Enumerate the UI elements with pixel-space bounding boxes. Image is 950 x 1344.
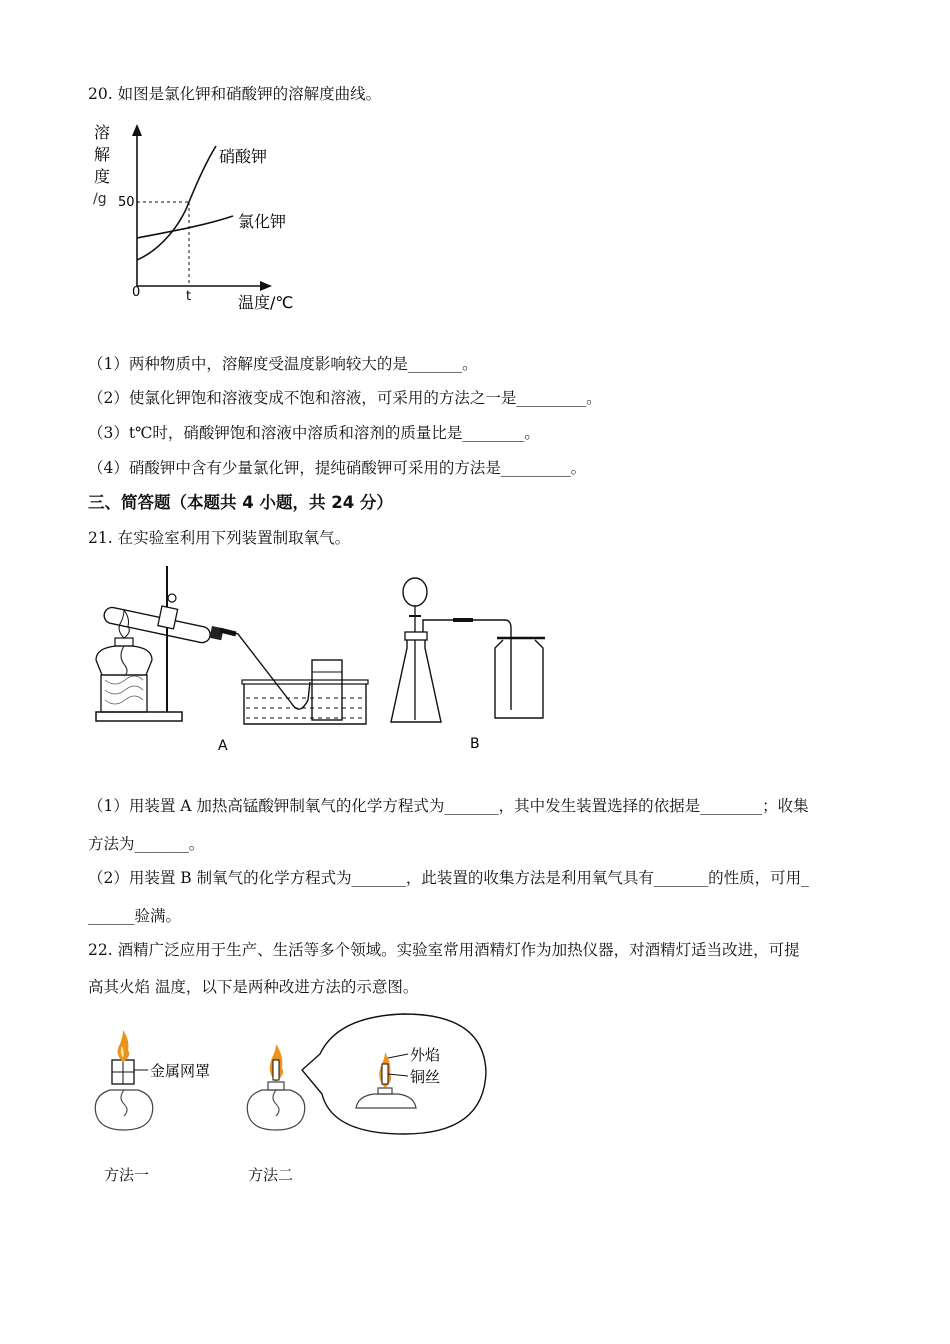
q20-sub-3: （3）t℃时，硝酸钾饱和溶液中溶质和溶剂的质量比是________。 (88, 424, 540, 442)
lamp-diagram (88, 1010, 498, 1140)
clamp-screw (168, 594, 176, 602)
series-label-kcl: 氯化钾 (238, 212, 287, 231)
label-b: B (470, 736, 480, 752)
y-axis-label-3: 度 (94, 167, 111, 186)
solubility-chart (88, 118, 313, 318)
lamp-1-body (95, 1090, 152, 1130)
y-axis-label-4: /g (93, 191, 107, 207)
origin-label: 0 (132, 285, 141, 300)
kno3-curve (137, 146, 216, 260)
flame-a (119, 610, 129, 638)
flame-1 (118, 1030, 130, 1062)
x-axis-label: 温度/℃ (238, 293, 294, 312)
copper-wire-2 (273, 1060, 279, 1080)
gas-bottle (495, 640, 543, 718)
q20-sub-1: （1）两种物质中，溶解度受温度影响较大的是_______。 (88, 355, 478, 373)
conical-flask (391, 636, 441, 722)
y-axis-label-1: 溶 (94, 123, 111, 142)
series-label-kno3: 硝酸钾 (219, 147, 268, 166)
zoom-bubble (302, 1014, 486, 1134)
lamp-2-neck (268, 1082, 284, 1090)
label-a: A (218, 738, 228, 754)
label-outer-flame: 外焰 (410, 1046, 441, 1064)
q21-sub-2-line-1: （2）用装置 B 制氧气的化学方程式为_______，此装置的收集方法是利用氧气具有_______的性质，可用_ (88, 869, 809, 887)
y-axis-label-2: 解 (94, 145, 111, 164)
collection-bottle (312, 660, 342, 720)
flask-stopper (405, 632, 427, 640)
q20-sub-4: （4）硝酸钾中含有少量氯化钾，提纯硝酸钾可采用的方法是_________。 (88, 459, 587, 477)
x-tick-t: t (186, 289, 192, 304)
lamp-1-wick (121, 1090, 127, 1116)
q22-line-1: 22. 酒精广泛应用于生产、生活等多个领域。实验室常用酒精灯作为加热仪器，对酒精灯适当改进，可提 (88, 941, 800, 959)
clamp (158, 606, 178, 629)
q20-title: 20. 如图是氯化钾和硝酸钾的溶解度曲线。 (88, 85, 382, 103)
q21-sub-1-line-2: 方法为_______。 (88, 835, 205, 853)
section-3-heading: 三、简答题（本题共 4 小题，共 24 分） (88, 493, 393, 512)
y-tick-50: 50 (118, 195, 135, 210)
copper-wire-pointer (388, 1074, 408, 1076)
delivery-tube-a (224, 630, 310, 709)
lamp-neck-a (115, 638, 133, 646)
bubble-lamp-neck (378, 1088, 392, 1094)
outer-flame-pointer (388, 1054, 408, 1058)
q20-sub-2: （2）使氯化钾饱和溶液变成不饱和溶液，可采用的方法之一是_________。 (88, 389, 602, 407)
lamp-2-body (247, 1090, 304, 1130)
apparatus-b (385, 570, 555, 760)
caption-method-2: 方法二 (248, 1166, 294, 1184)
stand-base (96, 712, 182, 721)
y-axis-arrow (132, 124, 142, 136)
label-copper-wire: 铜丝 (410, 1068, 441, 1086)
q21-sub-1-line-1: （1）用装置 A 加热高锰酸钾制氧气的化学方程式为_______，其中发生装置选择的依据是________；收集 (88, 797, 809, 815)
apparatus-a (88, 560, 378, 760)
lamp-wick-a (121, 646, 127, 676)
label-metal-mesh: 金属网罩 (150, 1062, 211, 1080)
bubble-lamp (356, 1094, 416, 1108)
x-axis-arrow (260, 281, 272, 291)
q21-sub-2-line-2: ______验满。 (88, 907, 182, 925)
q22-line-2: 高其火焰 温度，以下是两种改进方法的示意图。 (88, 978, 419, 996)
q21-title: 21. 在实验室利用下列装置制取氧气。 (88, 529, 351, 547)
trough-rim (242, 680, 368, 684)
wood-grain (105, 676, 143, 704)
kcl-curve (137, 216, 233, 238)
separatory-funnel (403, 578, 427, 606)
lamp-2-wick (273, 1090, 279, 1116)
alcohol-lamp-a (96, 646, 152, 675)
bubble-copper-wire (382, 1064, 388, 1084)
caption-method-1: 方法一 (104, 1166, 150, 1184)
